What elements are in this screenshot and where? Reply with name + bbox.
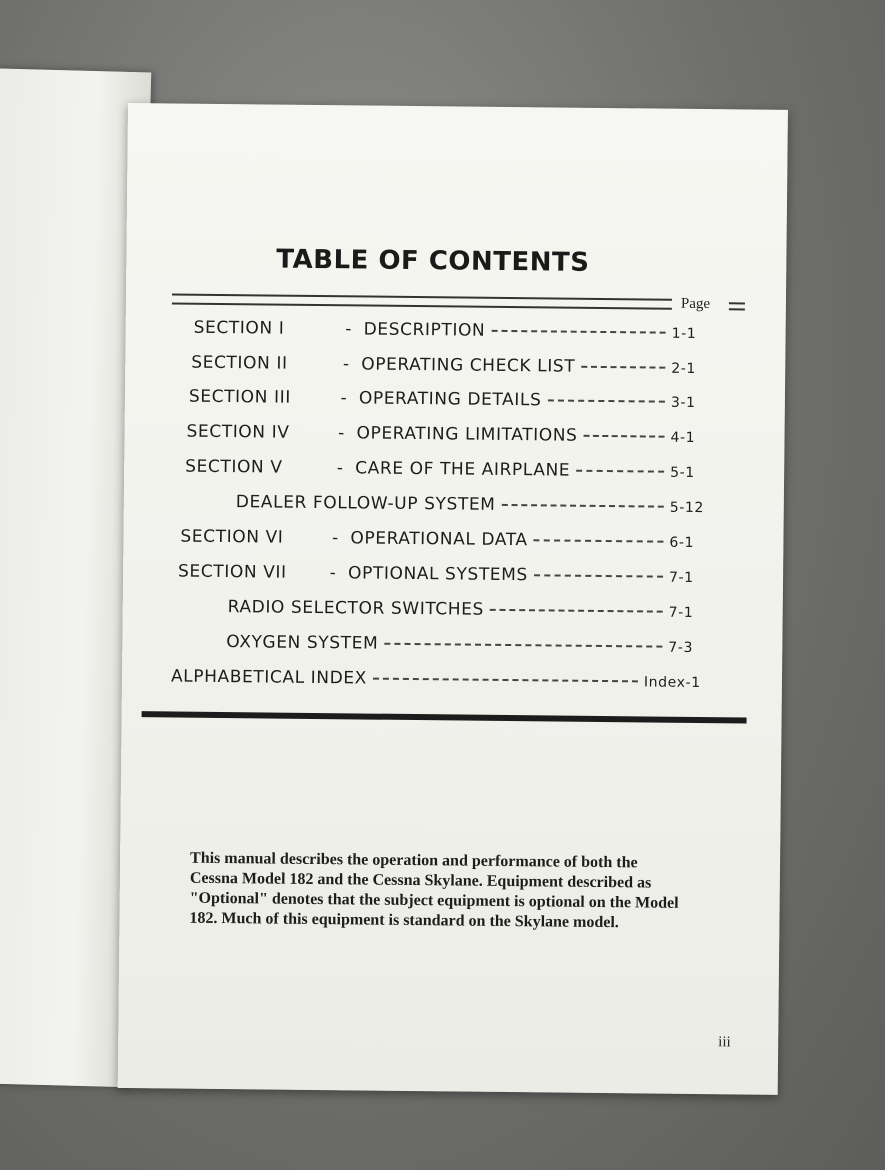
toc-section: SECTION II — [191, 352, 288, 374]
toc-section: SECTION I — [193, 317, 285, 339]
toc-section: SECTION VI — [180, 526, 284, 548]
toc-section: SECTION IV — [186, 421, 290, 443]
toc-section: SECTION III — [188, 386, 291, 408]
toc-leader — [373, 678, 638, 683]
toc-leader — [501, 504, 663, 508]
toc-dash: - — [342, 354, 350, 375]
toc-label: CARE OF THE AIRPLANE — [355, 458, 571, 481]
toc-entry — [185, 457, 712, 487]
toc-leader — [581, 366, 665, 369]
toc-label: OPERATING CHECK LIST — [361, 354, 576, 377]
toc-dash: - — [331, 528, 339, 549]
toc-page: 1-1 — [671, 325, 697, 342]
toc-page: 5-12 — [669, 499, 705, 517]
toc-leader — [547, 399, 665, 402]
toc-entry — [228, 597, 711, 626]
page-title: TABLE OF CONTENTS — [276, 244, 590, 278]
toc-page: 7-3 — [668, 639, 694, 656]
toc-leader — [534, 539, 664, 542]
toc-dash: - — [340, 388, 348, 409]
toc-entry — [171, 666, 710, 696]
toc-page: 4-1 — [670, 429, 696, 446]
toc-entry — [236, 492, 712, 521]
toc-leader — [576, 470, 664, 473]
page-column-label: Page — [680, 295, 711, 313]
toc-label: DESCRIPTION — [363, 319, 486, 341]
page-column-rule — [729, 302, 745, 310]
toc-entry — [226, 632, 710, 661]
toc-entry — [191, 353, 713, 382]
toc-dash: - — [338, 423, 346, 444]
toc-entry — [178, 562, 711, 592]
toc-page: 2-1 — [671, 360, 697, 377]
toc-label: OPERATING DETAILS — [358, 388, 542, 411]
toc-label: OPTIONAL SYSTEMS — [347, 563, 528, 586]
toc-page: 7-1 — [668, 604, 694, 621]
toc-entry — [194, 318, 714, 347]
toc-section: SECTION V — [185, 456, 283, 478]
toc-label: OPERATIONAL DATA — [350, 528, 528, 551]
toc-label: DEALER FOLLOW-UP SYSTEM — [235, 492, 496, 515]
toc-dash: - — [345, 319, 353, 340]
toc-page: 7-1 — [668, 569, 694, 586]
toc-section: SECTION VII — [177, 561, 287, 583]
toc-label: RADIO SELECTOR SWITCHES — [227, 597, 485, 620]
document-page — [118, 103, 788, 1095]
toc-entry — [189, 387, 713, 416]
page-number: iii — [718, 1034, 731, 1051]
toc-page: 6-1 — [669, 534, 695, 551]
title-double-rule — [172, 293, 672, 309]
section-divider — [142, 711, 747, 723]
toc-leader — [490, 609, 663, 613]
toc-entry — [180, 527, 711, 557]
toc-label: OPERATING LIMITATIONS — [356, 423, 578, 446]
toc-leader — [491, 330, 665, 334]
toc-page: Index-1 — [643, 674, 701, 692]
toc-dash: - — [329, 563, 337, 584]
toc-page: 5-1 — [670, 464, 695, 481]
toc-label: OXYGEN SYSTEM — [226, 632, 379, 654]
toc-entry — [186, 422, 712, 452]
toc-page: 3-1 — [670, 394, 696, 411]
toc-leader — [583, 435, 664, 438]
toc-dash: - — [336, 458, 344, 479]
toc-leader — [534, 574, 663, 577]
toc-leader — [384, 643, 662, 648]
toc-label: ALPHABETICAL INDEX — [170, 666, 368, 689]
manual-note: This manual describes the operation and performance of both the Cessna Model 182 and the Cessna Skylane. Equipment described as "Optional" denotes that the subject equipment is optional on the Model 182. Much of this equipment is standard on the Skylane model. — [189, 849, 679, 932]
